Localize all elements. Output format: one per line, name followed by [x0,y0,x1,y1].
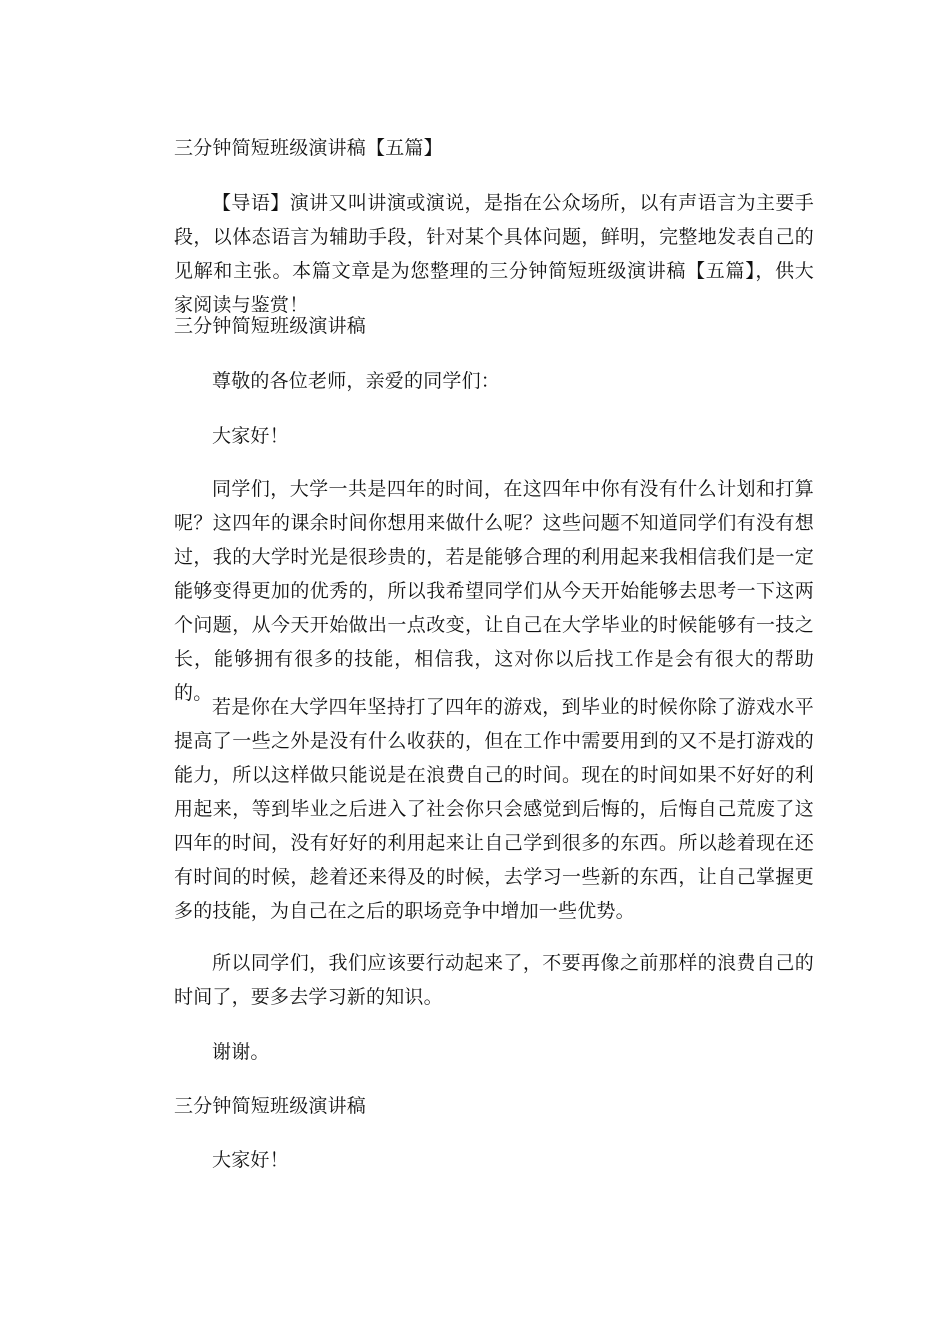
speech1-paragraph-1: 同学们，大学一共是四年的时间，在这四年中你有没有什么计划和打算呢？这四年的课余时间你想用来做什么呢？这些问题不知道同学们有没有想过，我的大学时光是很珍贵的，若是能够合理的利用起来我相信我们是一定能够变得更加的优秀的，所以我希望同学们从今天开始能够去思考一下这两个问题，从今天开始做出一点改变，让自己在大学毕业的时候能够有一技之长，能够拥有很多的技能，相信我，这对你以后找工作是会有很大的帮助的。 [174,478,814,704]
speech1-greeting: 大家好！ [212,425,289,447]
speech1-heading: 三分钟简短班级演讲稿 [174,315,367,337]
document-title: 三分钟简短班级演讲稿【五篇】 [174,137,443,159]
speech1-closing: 谢谢。 [212,1041,270,1063]
speech2-greeting: 大家好！ [212,1149,289,1171]
speech1-salutation: 尊敬的各位老师，亲爱的同学们： [212,370,501,392]
speech2-heading: 三分钟简短班级演讲稿 [174,1095,367,1117]
speech1-paragraph-3: 所以同学们，我们应该要行动起来了，不要再像之前那样的浪费自己的时间了，要多去学习新的知识。 [174,952,814,1008]
intro-paragraph: 【导语】演讲又叫讲演或演说，是指在公众场所，以有声语言为主要手段，以体态语言为辅助手段，针对某个具体问题，鲜明，完整地发表自己的见解和主张。本篇文章是为您整理的三分钟简短班级演讲稿【五篇】，供大家阅读与鉴赏！ [174,192,814,316]
speech1-paragraph-2: 若是你在大学四年坚持打了四年的游戏，到毕业的时候你除了游戏水平提高了一些之外是没有什么收获的，但在工作中需要用到的又不是打游戏的能力，所以这样做只能说是在浪费自己的时间。现在的时间如果不好好的利用起来，等到毕业之后进入了社会你只会感觉到后悔的，后悔自己荒废了这四年的时间，没有好好的利用起来让自己学到很多的东西。所以趁着现在还有时间的时候，趁着还来得及的时候，去学习一些新的东西，让自己掌握更多的技能，为自己在之后的职场竞争中增加一些优势。 [174,696,814,922]
